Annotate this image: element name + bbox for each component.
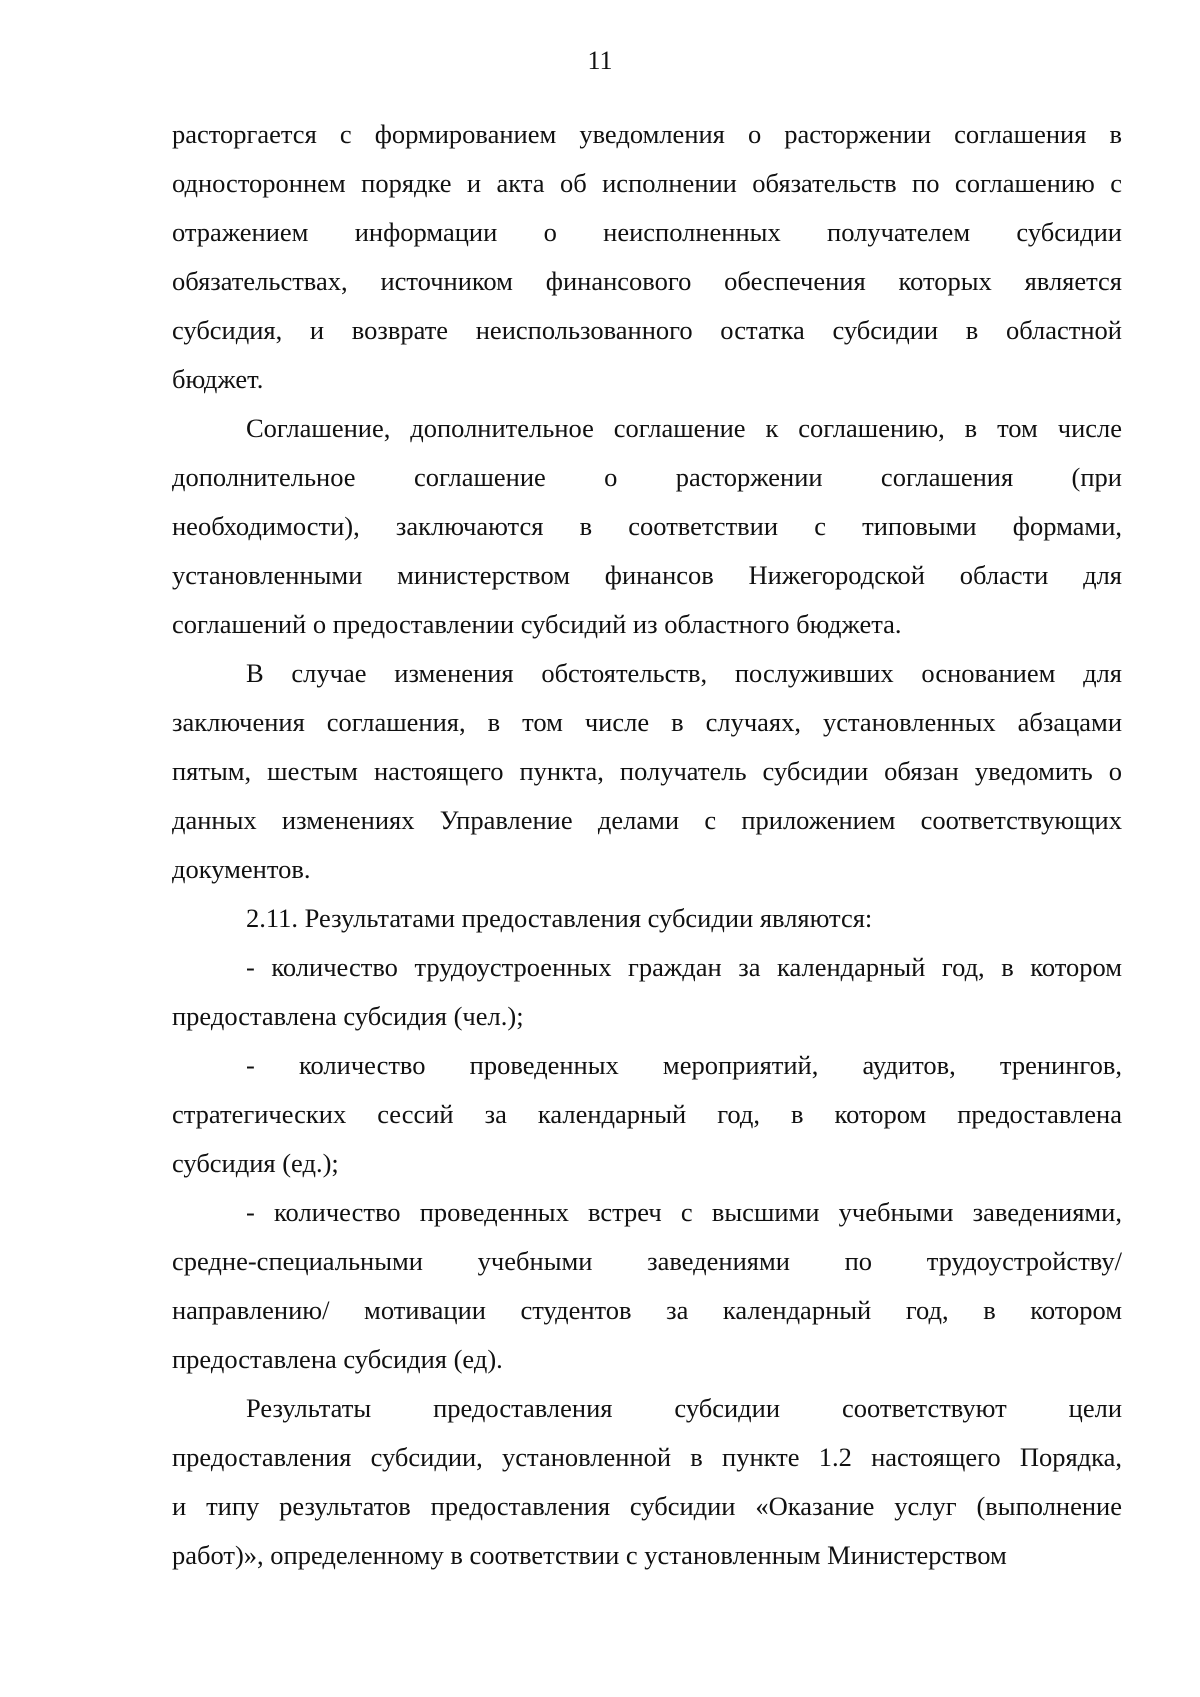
text-line: субсидия (ед.); (172, 1148, 339, 1178)
text-line: заключения соглашения, в том числе в случаях, установленных абзацами (172, 707, 1122, 737)
text-line: данных изменениях Управление делами с приложением соответствующих (172, 805, 1122, 835)
text-line: документов. (172, 854, 311, 884)
text-line: установленными министерством финансов Нижегородской области для (172, 560, 1122, 590)
text-line: и типу результатов предоставления субсидии «Оказание услуг (выполнение (172, 1491, 1122, 1521)
text-line: - количество проведенных мероприятий, аудитов, тренингов, (246, 1050, 1122, 1080)
text-line: субсидия, и возврате неиспользованного остатка субсидии в областной (172, 315, 1122, 345)
text-line: работ)», определенному в соответствии с установленным Министерством (172, 1540, 1007, 1570)
text-line: необходимости), заключаются в соответствии с типовыми формами, (172, 511, 1122, 541)
paragraph (172, 894, 1122, 943)
text-line: бюджет. (172, 364, 264, 394)
paragraph (172, 404, 1122, 649)
text-line: расторгается с формированием уведомления о расторжении соглашения в (172, 119, 1122, 149)
text-line: средне-специальными учебными заведениями по трудоустройству/ (172, 1246, 1122, 1276)
paragraph (172, 649, 1122, 894)
text-line: направлению/ мотивации студентов за календарный год, в котором (172, 1295, 1122, 1325)
text-line: Результаты предоставления субсидии соответствуют цели (246, 1393, 1122, 1423)
text-line: отражением информации о неисполненных получателем субсидии (172, 217, 1122, 247)
page-number: 11 (587, 46, 613, 75)
paragraph (172, 943, 1122, 1041)
text-line: пятым, шестым настоящего пункта, получатель субсидии обязан уведомить о (172, 756, 1122, 786)
paragraph (172, 1188, 1122, 1384)
paragraph (172, 110, 1122, 404)
text-line: обязательствах, источником финансового обеспечения которых является (172, 266, 1122, 296)
text-line: - количество трудоустроенных граждан за календарный год, в котором (246, 952, 1122, 982)
paragraph (172, 1384, 1122, 1580)
text-line: Соглашение, дополнительное соглашение к соглашению, в том числе (246, 413, 1122, 443)
text-line: предоставлена субсидия (чел.); (172, 1001, 524, 1031)
text-line: 2.11. Результатами предоставления субсидии являются: (246, 903, 873, 933)
paragraph (172, 1041, 1122, 1188)
text-line: В случае изменения обстоятельств, послуживших основанием для (246, 658, 1122, 688)
text-line: предоставления субсидии, установленной в пункте 1.2 настоящего Порядка, (172, 1442, 1122, 1472)
text-line: стратегических сессий за календарный год, в котором предоставлена (172, 1099, 1122, 1129)
text-line: - количество проведенных встреч с высшими учебными заведениями, (246, 1197, 1122, 1227)
text-line: предоставлена субсидия (ед). (172, 1344, 503, 1374)
text-line: соглашений о предоставлении субсидий из областного бюджета. (172, 609, 902, 639)
text-line: одностороннем порядке и акта об исполнении обязательств по соглашению с (172, 168, 1122, 198)
document-body (172, 110, 1122, 1580)
text-line: дополнительное соглашение о расторжении соглашения (при (172, 462, 1122, 492)
